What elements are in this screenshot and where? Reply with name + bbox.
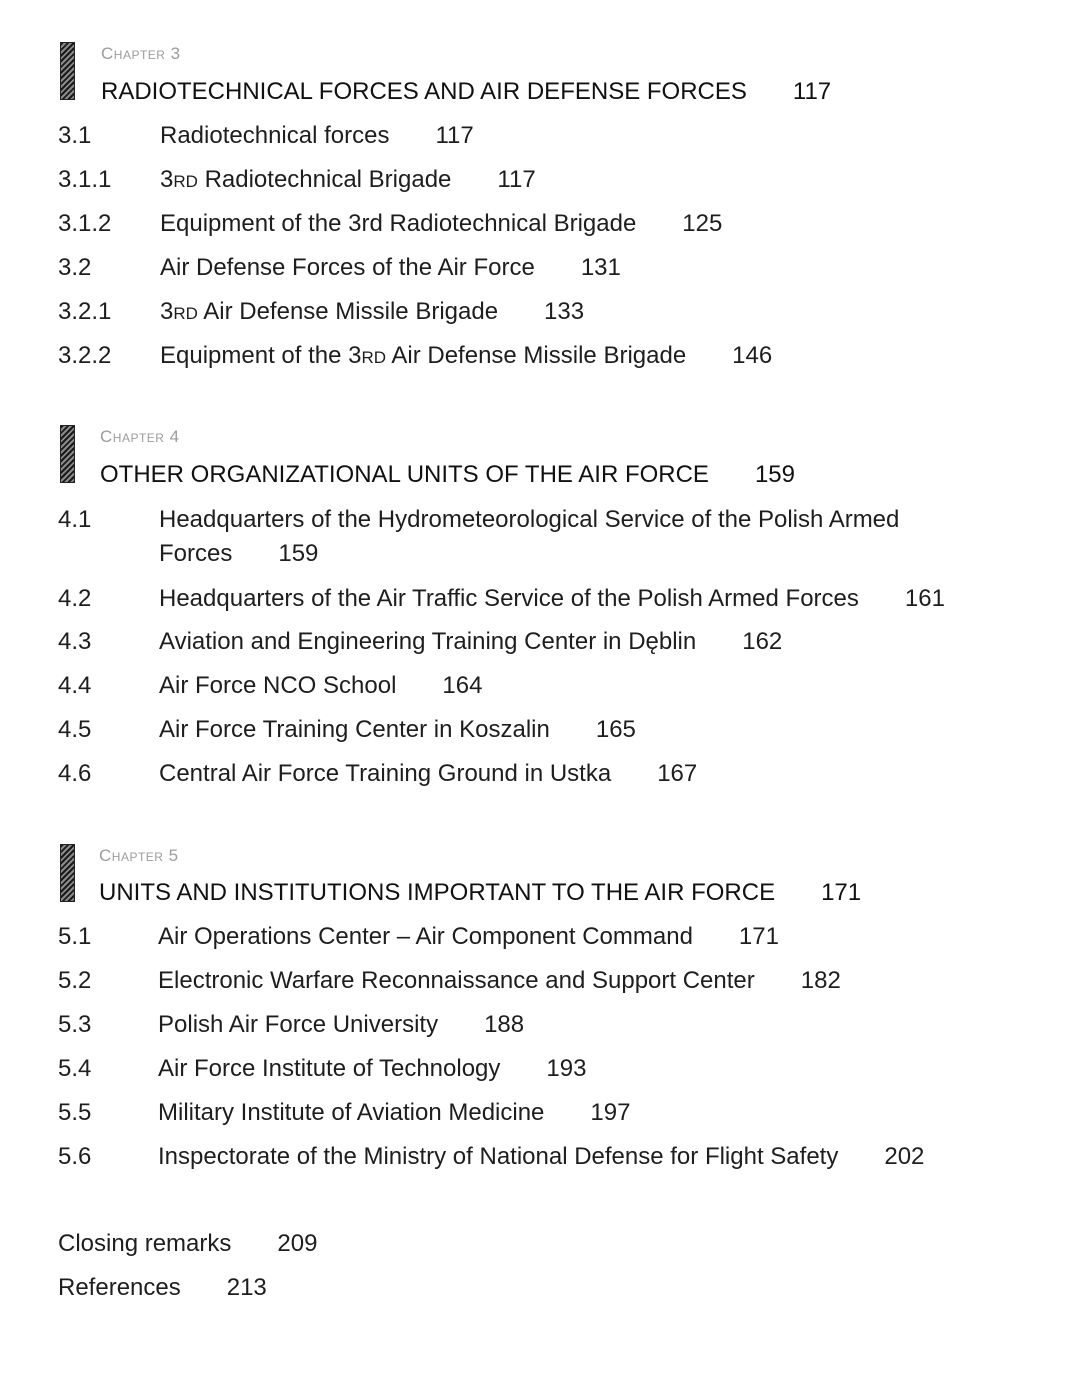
entry-number: 3.1.1: [58, 166, 112, 193]
chapter-page-number: 159: [754, 461, 795, 488]
toc-entry-continuation[interactable]: [159, 540, 318, 568]
entry-page-number: 117: [435, 122, 474, 149]
entry-title: Forces: [159, 540, 233, 567]
entry-number: 3.2.2: [58, 342, 112, 369]
chapter-title-text: RADIOTECHNICAL FORCES AND AIR DEFENSE FORCES: [101, 78, 747, 105]
entry-title: Air Defense Missile Brigade: [197, 298, 499, 325]
entry-page-number: 193: [546, 1055, 587, 1082]
chapter-page-number: 117: [792, 78, 832, 105]
toc-entry-closing-remarks[interactable]: [58, 1230, 317, 1258]
entry-page-number: 188: [484, 1011, 525, 1038]
entry-title: Central Air Force Training Ground in Ustka: [159, 760, 612, 787]
entry-number: 5.5: [58, 1099, 92, 1126]
entry-title: Closing remarks: [58, 1230, 232, 1257]
entry-title: Radiotechnical forces: [160, 122, 390, 149]
entry-number: 3.2.1: [58, 298, 112, 325]
entry-title: Air Force Training Center in Koszalin: [159, 716, 550, 743]
entry-page-number: 161: [904, 585, 945, 612]
entry-page-number: 164: [442, 672, 483, 699]
entry-number: 3.2: [58, 254, 92, 281]
entry-title: Air Defense Missile Brigade: [386, 342, 687, 369]
entry-page-number: 159: [278, 540, 319, 567]
entry-page-number: 133: [544, 298, 585, 325]
entry-title: Inspectorate of the Ministry of National Defense for Flight Safety: [158, 1143, 839, 1170]
entry-page-number: 162: [742, 628, 783, 655]
entry-number: 4.3: [58, 628, 92, 655]
entry-title: Polish Air Force University: [158, 1011, 439, 1038]
entry-number: 3.1.2: [58, 210, 112, 237]
chapter-title-text: UNITS AND INSTITUTIONS IMPORTANT TO THE AIR FORCE: [99, 879, 776, 906]
toc-entry-references[interactable]: [58, 1274, 267, 1302]
entry-title: Headquarters of the Hydrometeorological Service of the Polish Armed: [159, 506, 900, 533]
entry-title: Aviation and Engineering Training Center in Dęblin: [159, 628, 697, 655]
chapter-marker-icon: [60, 425, 75, 483]
entry-page-number: 171: [738, 923, 779, 950]
chapter-title-text: OTHER ORGANIZATIONAL UNITS OF THE AIR FORCE: [100, 461, 709, 488]
entry-number: 4.5: [58, 716, 92, 743]
entry-title-ordinal: 3rd: [348, 342, 387, 369]
entry-number: 5.4: [58, 1055, 92, 1082]
entry-title: Air Force NCO School: [159, 672, 397, 699]
entry-title: Equipment of the 3rd Radiotechnical Brigade: [160, 210, 637, 237]
entry-page-number: 182: [800, 967, 841, 994]
entry-page-number: 117: [497, 166, 536, 193]
entry-page-number: 167: [657, 760, 698, 787]
chapter-title[interactable]: [99, 879, 861, 907]
entry-title-ordinal: 3rd: [160, 298, 198, 325]
chapter-label: Chapter 5: [99, 846, 179, 865]
entry-number: 3.1: [58, 122, 92, 149]
chapter-title[interactable]: [101, 78, 831, 106]
entry-title: Headquarters of the Air Traffic Service of the Polish Armed Forces: [159, 585, 859, 612]
entry-number: 4.2: [58, 585, 92, 612]
entry-number: 5.2: [58, 967, 92, 994]
chapter-marker-icon: [60, 42, 75, 100]
entry-page-number: 131: [580, 254, 621, 281]
chapter-label: Chapter 4: [100, 427, 180, 446]
entry-page-number: 125: [682, 210, 723, 237]
entry-page-number: 165: [595, 716, 636, 743]
chapter-title[interactable]: [100, 461, 795, 489]
entry-number: 5.3: [58, 1011, 92, 1038]
entry-number: 5.1: [58, 923, 92, 950]
entry-title: Military Institute of Aviation Medicine: [158, 1099, 545, 1126]
entry-number: 4.4: [58, 672, 92, 699]
entry-page-number: 146: [732, 342, 773, 369]
entry-title: Air Force Institute of Technology: [158, 1055, 501, 1082]
entry-title: Air Operations Center – Air Component Command: [158, 923, 693, 950]
entry-title: Equipment of the: [160, 342, 349, 369]
entry-number: 4.6: [58, 760, 92, 787]
entry-title-ordinal: 3rd: [160, 166, 198, 193]
entry-number: 4.1: [58, 506, 92, 533]
entry-page-number: 202: [884, 1143, 925, 1170]
chapter-label: Chapter 3: [101, 44, 181, 63]
entry-title: Electronic Warfare Reconnaissance and Support Center: [158, 967, 755, 994]
entry-number: 5.6: [58, 1143, 92, 1170]
entry-page-number: 213: [226, 1274, 267, 1301]
chapter-page-number: 171: [821, 879, 862, 906]
entry-page-number: 197: [590, 1099, 631, 1126]
entry-title: Air Defense Forces of the Air Force: [160, 254, 535, 281]
entry-title: References: [58, 1274, 181, 1301]
entry-title: Radiotechnical Brigade: [197, 166, 452, 193]
chapter-marker-icon: [60, 844, 75, 902]
entry-page-number: 209: [277, 1230, 318, 1257]
